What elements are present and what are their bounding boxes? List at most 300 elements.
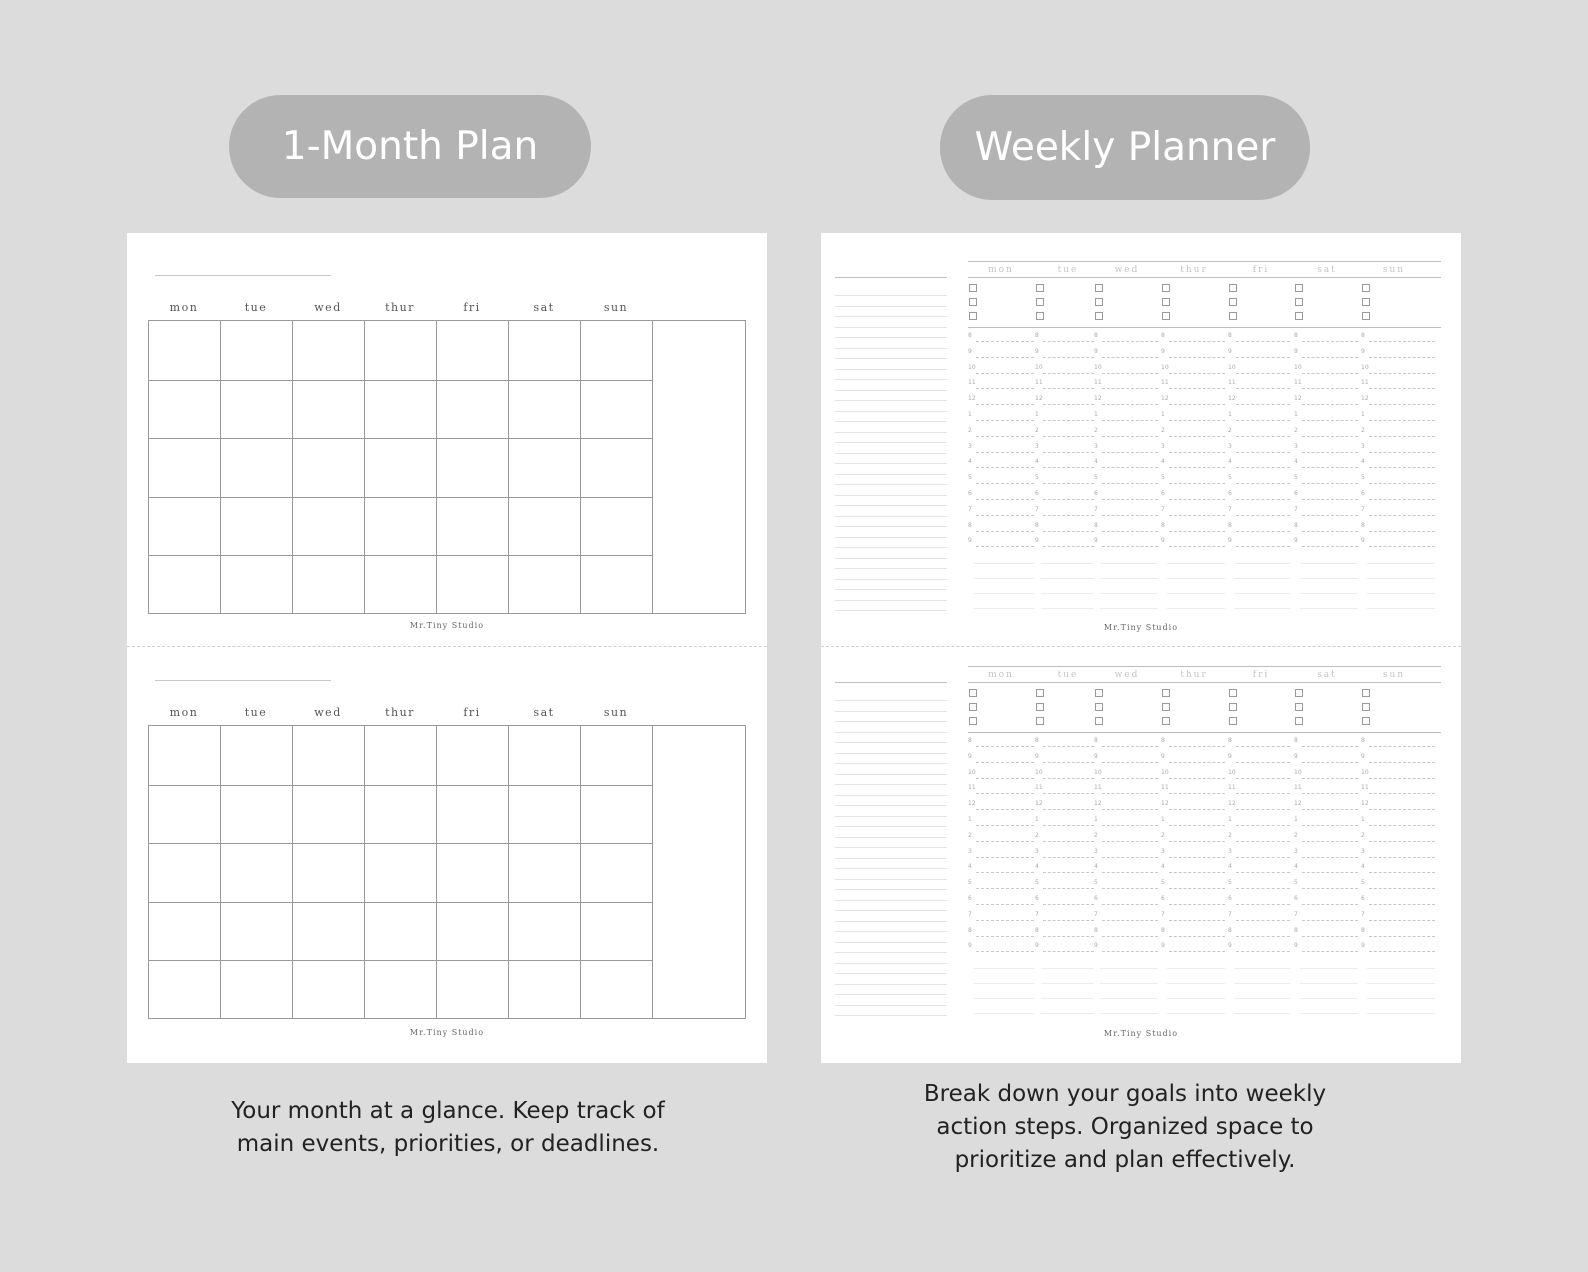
hour-label: 7 <box>1228 505 1232 513</box>
hour-label: 9 <box>1035 752 1039 760</box>
hour-line <box>1169 904 1225 905</box>
hour-label: 2 <box>1161 426 1165 434</box>
notes-line <box>835 984 947 985</box>
checkbox-icon <box>1229 284 1237 292</box>
hour-label: 10 <box>1361 363 1369 371</box>
studio-footer: Mr.Tiny Studio <box>409 621 485 630</box>
checkbox-icon <box>1362 717 1370 725</box>
hour-label: 7 <box>1294 505 1298 513</box>
hour-line <box>1369 436 1435 437</box>
grid-row-line <box>149 555 653 556</box>
hour-line <box>1169 762 1225 763</box>
hour-line <box>1302 357 1358 358</box>
notes-line <box>835 484 947 485</box>
day-notes-line <box>1300 998 1358 999</box>
hour-line <box>1102 341 1158 342</box>
hour-label: 3 <box>968 847 972 855</box>
hour-line <box>1236 531 1290 532</box>
day-header-thur: thur <box>385 301 415 314</box>
day-notes-line <box>1300 1013 1358 1014</box>
hour-line <box>1236 778 1290 779</box>
hour-line <box>1102 499 1158 500</box>
day-notes-line <box>1041 578 1094 579</box>
hour-label: 12 <box>968 800 976 808</box>
notes-line <box>835 295 947 296</box>
hour-line <box>1102 404 1158 405</box>
hour-label: 5 <box>1228 879 1232 887</box>
hour-label: 8 <box>1161 737 1165 744</box>
hour-line <box>1102 778 1158 779</box>
notes-line <box>835 432 947 433</box>
hour-label: 11 <box>1228 784 1236 792</box>
checkbox-icon <box>1095 703 1103 711</box>
hour-label: 9 <box>1035 537 1039 545</box>
hour-line <box>976 746 1034 747</box>
hour-line <box>1102 825 1158 826</box>
hour-label: 10 <box>1361 768 1369 776</box>
hour-line <box>1102 951 1158 952</box>
hour-label: 3 <box>1361 442 1365 450</box>
hour-label: 9 <box>968 347 972 355</box>
day-notes-line <box>1100 578 1158 579</box>
hour-line <box>976 778 1034 779</box>
hour-line <box>1043 436 1094 437</box>
hour-line <box>1102 841 1158 842</box>
hour-label: 8 <box>1035 332 1039 339</box>
hour-line <box>1369 936 1435 937</box>
hour-line <box>1302 746 1358 747</box>
hour-label: 6 <box>1161 895 1165 902</box>
hour-label: 11 <box>1294 784 1302 792</box>
hour-line <box>1302 841 1358 842</box>
day-notes-line <box>974 563 1034 564</box>
hour-label: 7 <box>1361 505 1365 513</box>
hour-line <box>1302 809 1358 810</box>
hour-line <box>1236 499 1290 500</box>
hour-label: 6 <box>1035 490 1039 497</box>
hour-label: 4 <box>1294 458 1298 466</box>
hour-label: 10 <box>1228 363 1236 371</box>
hour-line <box>1169 499 1225 500</box>
hour-line <box>1169 483 1225 484</box>
hour-line <box>1169 936 1225 937</box>
hour-line <box>1236 809 1290 810</box>
day-header-sat: sat <box>533 706 555 719</box>
hour-label: 8 <box>1228 332 1232 339</box>
week-top-rule <box>968 261 1441 262</box>
day-notes-line <box>1234 983 1290 984</box>
hour-line <box>1302 467 1358 468</box>
hour-line <box>1169 404 1225 405</box>
grid-column-line <box>580 726 581 1018</box>
day-notes-line <box>1100 608 1158 609</box>
hour-label: 3 <box>1228 847 1232 855</box>
hour-line <box>1236 467 1290 468</box>
hour-line <box>1043 920 1094 921</box>
hour-line <box>1302 778 1358 779</box>
hour-label: 10 <box>1294 363 1302 371</box>
hour-label: 8 <box>1094 521 1098 529</box>
hour-label: 8 <box>1228 737 1232 744</box>
hour-line <box>1369 778 1435 779</box>
hour-label: 8 <box>1361 521 1365 529</box>
week-day-header-sat: sat <box>1317 670 1337 680</box>
hour-line <box>1043 872 1094 873</box>
hour-label: 4 <box>1361 863 1365 871</box>
hour-label: 11 <box>1294 379 1302 387</box>
notes-line <box>835 327 947 328</box>
hour-label: 7 <box>1228 910 1232 918</box>
day-notes-line <box>1041 968 1094 969</box>
notes-line <box>835 589 947 590</box>
hour-label: 12 <box>1294 395 1302 403</box>
hour-label: 7 <box>1035 910 1039 918</box>
checkbox-icon <box>969 703 977 711</box>
notes-line <box>835 858 947 859</box>
hour-line <box>1169 531 1225 532</box>
week-header-rule <box>968 682 1441 683</box>
hour-label: 8 <box>1294 332 1298 339</box>
notes-line <box>835 889 947 890</box>
day-notes-line <box>1300 593 1358 594</box>
notes-line <box>835 711 947 712</box>
hour-line <box>1369 467 1435 468</box>
day-notes-line <box>1100 998 1158 999</box>
hour-line <box>1369 420 1435 421</box>
hour-line <box>1302 341 1358 342</box>
notes-line <box>835 910 947 911</box>
hour-line <box>1102 357 1158 358</box>
notes-line <box>835 784 947 785</box>
day-notes-line <box>1300 563 1358 564</box>
hour-line <box>1369 357 1435 358</box>
hour-label: 10 <box>1161 363 1169 371</box>
hour-line <box>1302 546 1358 547</box>
notes-line <box>835 753 947 754</box>
hour-label: 12 <box>1035 395 1043 403</box>
hour-label: 5 <box>1094 474 1098 482</box>
hour-label: 6 <box>1094 490 1098 497</box>
checkbox-icon <box>1095 689 1103 697</box>
hour-label: 1 <box>1294 816 1298 823</box>
day-header-wed: wed <box>314 301 342 314</box>
hour-label: 7 <box>1161 505 1165 513</box>
hour-label: 8 <box>1035 926 1039 934</box>
checkbox-icon <box>1295 703 1303 711</box>
hour-label: 2 <box>968 426 972 434</box>
hour-line <box>976 872 1034 873</box>
week-day-header-wed: wed <box>1114 670 1140 680</box>
day-notes-line <box>1100 1013 1158 1014</box>
hour-label: 9 <box>1294 537 1298 545</box>
hour-line <box>1369 951 1435 952</box>
month-calendar-grid <box>148 320 746 614</box>
hour-label: 11 <box>1094 379 1102 387</box>
hour-label: 7 <box>968 910 972 918</box>
hour-line <box>1302 499 1358 500</box>
month-title-line <box>155 275 331 276</box>
day-notes-line <box>1234 998 1290 999</box>
hour-line <box>1369 920 1435 921</box>
hour-line <box>1236 341 1290 342</box>
notes-line <box>835 868 947 869</box>
notes-line <box>835 795 947 796</box>
day-notes-line <box>1234 593 1290 594</box>
notes-line <box>835 826 947 827</box>
hour-line <box>1043 515 1094 516</box>
hour-label: 9 <box>1161 942 1165 950</box>
hour-label: 1 <box>968 411 972 418</box>
hour-label: 1 <box>1035 816 1039 823</box>
hour-label: 10 <box>1094 768 1102 776</box>
hour-label: 11 <box>1161 784 1169 792</box>
hour-label: 8 <box>1294 521 1298 529</box>
day-notes-line <box>974 998 1034 999</box>
hour-line <box>1302 404 1358 405</box>
hour-label: 9 <box>1094 347 1098 355</box>
grid-row-line <box>149 960 653 961</box>
hour-line <box>1302 825 1358 826</box>
week-page-bottom <box>821 638 1461 1051</box>
hour-line <box>1043 888 1094 889</box>
checkbox-icon <box>1295 689 1303 697</box>
hour-line <box>1102 809 1158 810</box>
grid-column-line <box>436 726 437 1018</box>
hour-label: 9 <box>1228 347 1232 355</box>
hour-label: 5 <box>1161 879 1165 887</box>
hour-line <box>1169 746 1225 747</box>
hour-label: 5 <box>1361 879 1365 887</box>
hour-line <box>1102 373 1158 374</box>
hour-line <box>1302 872 1358 873</box>
hour-label: 11 <box>1035 379 1043 387</box>
hour-line <box>976 373 1034 374</box>
hour-label: 9 <box>1094 942 1098 950</box>
notes-line <box>835 579 947 580</box>
hour-label: 6 <box>1228 895 1232 902</box>
hour-line <box>976 841 1034 842</box>
hour-line <box>1236 357 1290 358</box>
hour-line <box>1302 936 1358 937</box>
hour-label: 6 <box>1361 490 1365 497</box>
hour-line <box>976 888 1034 889</box>
notes-line <box>835 847 947 848</box>
hour-line <box>1236 762 1290 763</box>
hour-line <box>1102 531 1158 532</box>
hour-line <box>976 920 1034 921</box>
hour-line <box>1369 499 1435 500</box>
checkbox-icon <box>969 284 977 292</box>
checkbox-icon <box>1036 312 1044 320</box>
day-notes-line <box>1041 1013 1094 1014</box>
hour-label: 4 <box>1035 863 1039 871</box>
hour-line <box>1302 793 1358 794</box>
hour-label: 1 <box>1035 411 1039 418</box>
hour-label: 9 <box>1228 942 1232 950</box>
hour-line <box>976 762 1034 763</box>
grid-column-line <box>580 321 581 613</box>
checkbox-icon <box>1229 703 1237 711</box>
hour-line <box>1102 762 1158 763</box>
hour-label: 12 <box>1094 800 1102 808</box>
hour-line <box>1043 373 1094 374</box>
hour-label: 8 <box>1161 332 1165 339</box>
checkbox-icon <box>1162 284 1170 292</box>
hour-line <box>1043 809 1094 810</box>
hour-line <box>1169 420 1225 421</box>
day-notes-line <box>1100 983 1158 984</box>
hour-line <box>1302 515 1358 516</box>
notes-line <box>835 369 947 370</box>
hour-label: 10 <box>1094 363 1102 371</box>
week-day-header-sun: sun <box>1382 265 1406 275</box>
hour-line <box>976 420 1034 421</box>
hour-label: 4 <box>1294 863 1298 871</box>
hour-line <box>976 357 1034 358</box>
hour-line <box>1236 515 1290 516</box>
hour-line <box>1369 388 1435 389</box>
checkbox-icon <box>1036 703 1044 711</box>
hour-line <box>1043 936 1094 937</box>
hour-label: 2 <box>968 831 972 839</box>
notes-line <box>835 558 947 559</box>
day-notes-line <box>974 593 1034 594</box>
notes-line <box>835 495 947 496</box>
hour-label: 9 <box>1361 537 1365 545</box>
hour-label: 9 <box>1361 752 1365 760</box>
hour-line <box>976 951 1034 952</box>
hour-label: 7 <box>1294 910 1298 918</box>
hour-line <box>1169 888 1225 889</box>
hour-label: 4 <box>1035 458 1039 466</box>
hour-label: 5 <box>968 879 972 887</box>
day-header-sun: sun <box>603 301 629 314</box>
hour-line <box>1102 904 1158 905</box>
grid-column-line <box>508 321 509 613</box>
hour-line <box>1236 841 1290 842</box>
hour-line <box>1043 341 1094 342</box>
hour-line <box>1369 404 1435 405</box>
hour-line <box>1169 920 1225 921</box>
notes-line <box>835 994 947 995</box>
hour-label: 3 <box>1161 847 1165 855</box>
checkbox-icon <box>1362 689 1370 697</box>
month-plan-caption: Your month at a glance. Keep track of main events, priorities, or deadlines. <box>231 1098 665 1157</box>
hour-label: 1 <box>1161 411 1165 418</box>
hour-label: 11 <box>968 379 976 387</box>
week-header-rule <box>968 277 1441 278</box>
notes-line <box>835 610 947 611</box>
notes-line <box>835 805 947 806</box>
notes-line <box>835 526 947 527</box>
hour-label: 1 <box>1228 411 1232 418</box>
day-notes-line <box>1167 578 1225 579</box>
week-page-top <box>821 233 1461 646</box>
day-notes-line <box>1367 968 1435 969</box>
hour-line <box>1043 746 1094 747</box>
hour-line <box>1169 357 1225 358</box>
day-notes-line <box>1367 608 1435 609</box>
hour-line <box>1102 388 1158 389</box>
notes-line <box>835 931 947 932</box>
day-notes-line <box>1234 1013 1290 1014</box>
week-day-header-wed: wed <box>1114 265 1140 275</box>
month-plan-sheet <box>127 233 767 1063</box>
hour-line <box>1369 373 1435 374</box>
notes-line <box>835 442 947 443</box>
hour-label: 10 <box>1035 768 1043 776</box>
checkbox-icon <box>1229 298 1237 306</box>
hour-label: 6 <box>1094 895 1098 902</box>
checkbox-icon <box>1036 689 1044 697</box>
hour-label: 9 <box>1228 752 1232 760</box>
hour-label: 9 <box>1161 752 1165 760</box>
notes-line <box>835 963 947 964</box>
hour-line <box>1369 483 1435 484</box>
hour-label: 2 <box>1161 831 1165 839</box>
hour-label: 2 <box>1035 831 1039 839</box>
hour-line <box>1043 467 1094 468</box>
hour-label: 12 <box>1161 395 1169 403</box>
hour-label: 4 <box>1361 458 1365 466</box>
day-notes-line <box>1041 563 1094 564</box>
day-header-mon: mon <box>169 706 199 719</box>
day-notes-line <box>1300 578 1358 579</box>
hour-line <box>1169 341 1225 342</box>
hour-line <box>976 483 1034 484</box>
week-top-rule <box>968 666 1441 667</box>
checkbox-icon <box>969 689 977 697</box>
hour-line <box>1236 452 1290 453</box>
month-page-top <box>127 233 767 646</box>
notes-line <box>835 400 947 401</box>
day-notes-line <box>1367 998 1435 999</box>
hour-label: 6 <box>1294 490 1298 497</box>
hour-line <box>1369 746 1435 747</box>
month-plan-title-pill <box>229 95 591 198</box>
checkbox-icon <box>1162 717 1170 725</box>
day-notes-line <box>1167 1013 1225 1014</box>
hour-label: 11 <box>968 784 976 792</box>
checkbox-icon <box>1295 312 1303 320</box>
hour-line <box>1169 951 1225 952</box>
hour-line <box>976 499 1034 500</box>
hour-line <box>1169 515 1225 516</box>
hour-line <box>1043 793 1094 794</box>
hour-line <box>1169 841 1225 842</box>
hour-label: 9 <box>1094 752 1098 760</box>
notes-line <box>835 700 947 701</box>
hour-label: 8 <box>1035 521 1039 529</box>
hour-label: 5 <box>1294 474 1298 482</box>
hour-label: 1 <box>1228 816 1232 823</box>
hour-line <box>1302 373 1358 374</box>
hour-label: 11 <box>1094 784 1102 792</box>
hour-line <box>1302 888 1358 889</box>
hour-line <box>1102 436 1158 437</box>
hour-label: 12 <box>1361 800 1369 808</box>
grid-column-line <box>652 321 653 613</box>
day-header-tue: tue <box>244 301 268 314</box>
day-notes-line <box>1167 983 1225 984</box>
day-notes-line <box>974 968 1034 969</box>
hour-label: 11 <box>1361 379 1369 387</box>
hour-label: 2 <box>1294 426 1298 434</box>
hour-line <box>1043 404 1094 405</box>
day-notes-line <box>1300 968 1358 969</box>
hour-label: 4 <box>968 863 972 871</box>
hour-label: 3 <box>1035 847 1039 855</box>
